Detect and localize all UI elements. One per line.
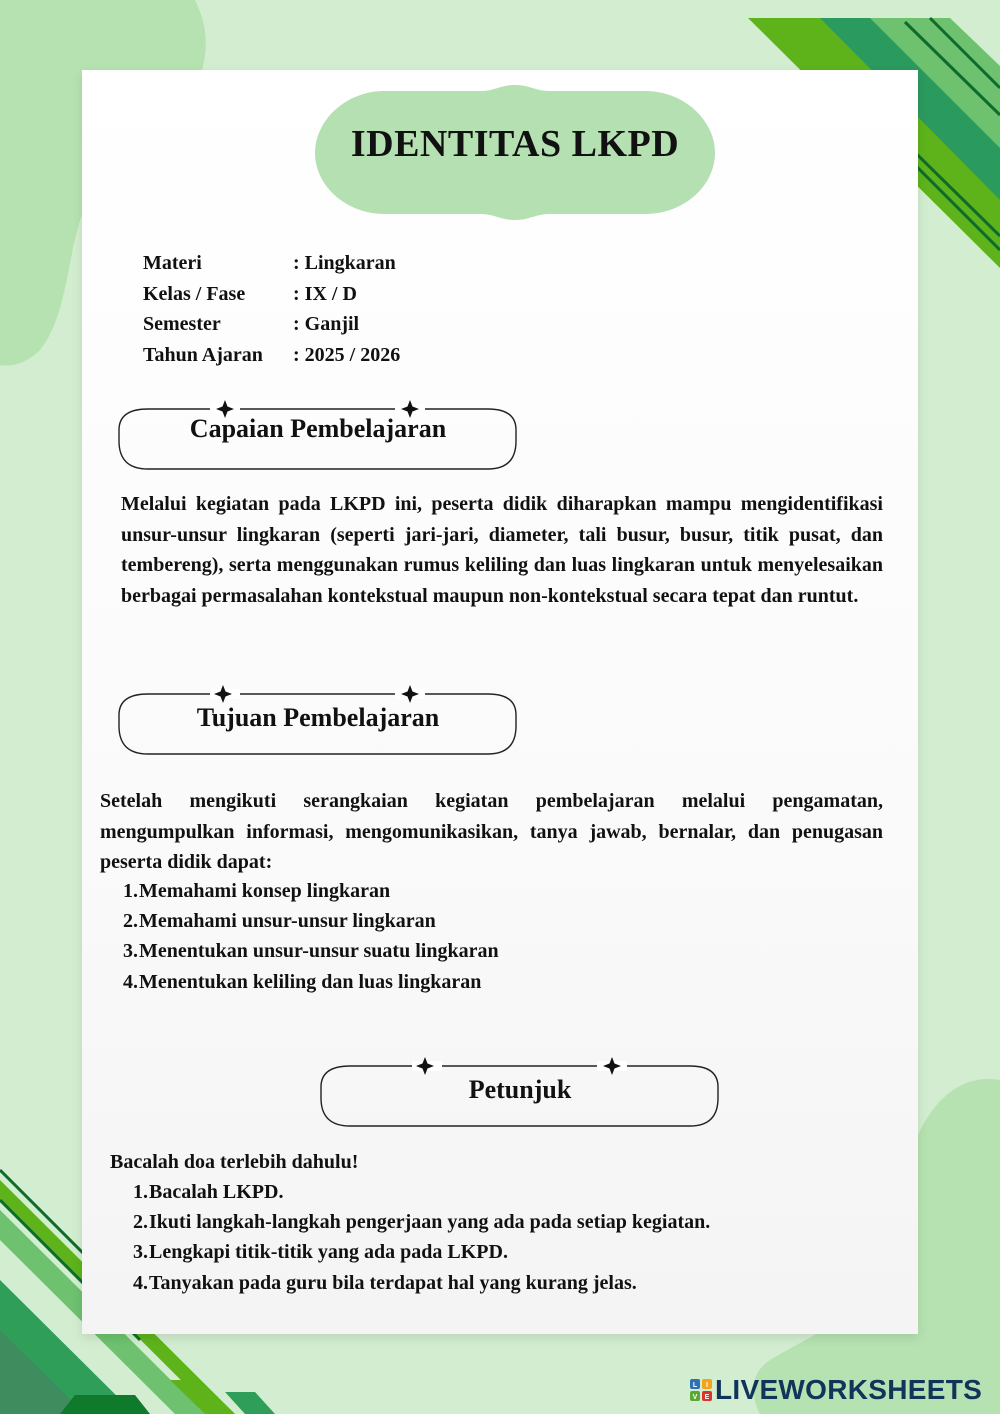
list-text: Menentukan unsur-unsur suatu lingkaran (139, 940, 499, 963)
list-number: 1. (123, 880, 138, 902)
identity-value: : 2025 / 2026 (293, 343, 401, 366)
list-text: Bacalah LKPD. (149, 1181, 284, 1203)
list-item (100, 967, 499, 997)
list-text: Lengkapi titik-titik yang ada pada LKPD. (149, 1241, 508, 1264)
petunjuk-intro: Bacalah doa terlebih dahulu! (110, 1151, 359, 1173)
list-number: 2. (133, 1211, 148, 1234)
list-item (110, 1177, 710, 1207)
svg-text:E: E (704, 1394, 710, 1401)
list-item (110, 1237, 710, 1267)
identity-label: Kelas / Fase (143, 282, 246, 305)
identity-row (143, 340, 400, 371)
list-text: Menentukan keliling dan luas lingkaran (139, 970, 482, 993)
identity-label: Materi (143, 252, 202, 274)
page-title: IDENTITAS LKPD (350, 123, 680, 165)
list-item (100, 876, 499, 906)
petunjuk-heading: Petunjuk (468, 1075, 572, 1104)
identity-row (143, 309, 400, 340)
list-item (110, 1268, 710, 1298)
identity-row (143, 248, 400, 279)
liveworksheets-watermark[interactable] (690, 1374, 982, 1406)
identity-block (143, 248, 400, 370)
list-text: Memahami unsur-unsur lingkaran (139, 910, 436, 933)
capaian-heading: Capaian Pembelajaran (189, 414, 447, 443)
sparkle-icon (214, 685, 232, 703)
list-text: Tanyakan pada guru bila terdapat hal yang kurang jelas. (149, 1271, 637, 1294)
identity-label: Tahun Ajaran (143, 343, 263, 366)
list-item (100, 906, 499, 936)
svg-text:I: I (706, 1382, 708, 1389)
list-number: 4. (123, 970, 138, 993)
capaian-heading-box (118, 400, 518, 472)
sparkle-icon (401, 685, 419, 703)
identity-label: Semester (143, 313, 221, 335)
tujuan-intro: Setelah mengikuti serangkaian kegiatan pembelajaran melalui pengamatan, mengumpulkan informasi, mengomunikasikan, tanya jawab, bernalar, dan penugasan peserta didik dapat: (100, 790, 883, 873)
list-text: Ikuti langkah-langkah pengerjaan yang ada pada setiap kegiatan. (149, 1211, 711, 1234)
svg-text:V: V (692, 1394, 698, 1401)
liveworksheets-logo-icon (690, 1379, 712, 1401)
list-number: 3. (133, 1241, 148, 1264)
petunjuk-heading-box (320, 1057, 720, 1129)
identity-value: : IX / D (293, 282, 357, 305)
list-text: Memahami konsep lingkaran (139, 880, 391, 902)
list-number: 3. (123, 940, 138, 963)
svg-text:L: L (692, 1382, 698, 1389)
identity-row (143, 279, 400, 310)
identity-value: : Lingkaran (293, 252, 396, 274)
list-number: 1. (133, 1181, 148, 1203)
tujuan-list (100, 876, 499, 997)
list-item (110, 1207, 710, 1237)
sparkle-icon (416, 1057, 434, 1075)
petunjuk-list (110, 1177, 710, 1298)
liveworksheets-brand: LIVEWORKSHEETS (715, 1374, 983, 1405)
list-number: 2. (123, 910, 138, 933)
tujuan-heading: Tujuan Pembelajaran (196, 703, 440, 732)
sparkle-icon (603, 1057, 621, 1075)
capaian-paragraph: Melalui kegiatan pada LKPD ini, peserta didik diharapkan mampu mengidentifikasi unsur-unsur lingkaran (seperti jari-jari, diameter, tali busur, busur, titik pusat, dan tembereng), serta menggunakan rumus keliling dan luas lingkaran untuk menyelesaikan berbagai permasalahan kontekstual maupun non-kontekstual secara tepat dan runtut. (121, 493, 883, 607)
identity-value: : Ganjil (293, 313, 360, 335)
tujuan-heading-box (118, 685, 518, 757)
list-number: 4. (133, 1271, 148, 1294)
list-item (100, 936, 499, 966)
